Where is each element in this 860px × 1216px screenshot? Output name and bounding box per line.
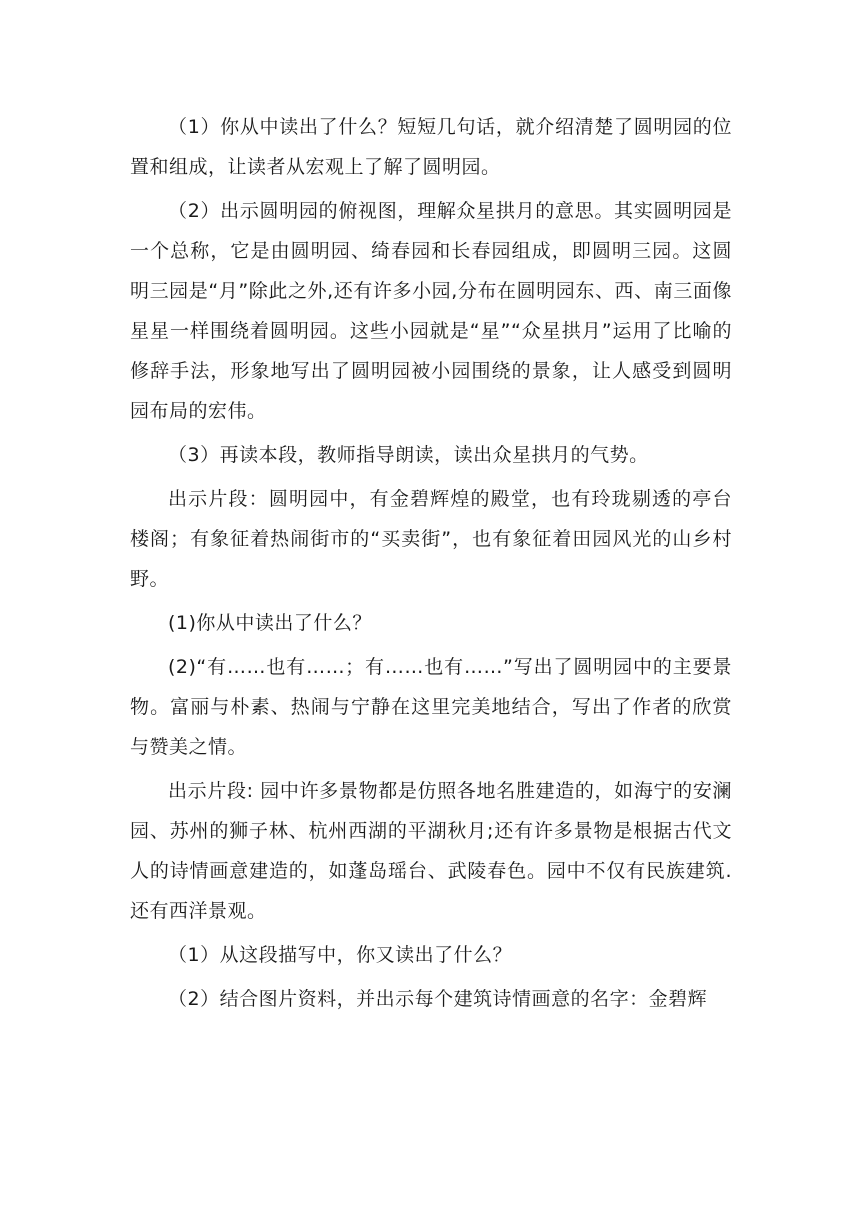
paragraph-excerpt-2-question-1: （1）从这段描写中，你又读出了什么？ — [168, 944, 513, 966]
paragraph-excerpt-2: 出示片段: 园中许多景物都是仿照各地名胜建造的，如海宁的安澜园、苏州的狮子林、杭州西湖的平湖秋月;还有许多景物是根据古代文人的诗情画意建造的，如蓬岛瑶台、武陵春色。园中不仅有民族建筑.还有西洋景观。 — [130, 780, 732, 922]
paragraph-question-1-position: （1）你从中读出了什么？短短几句话，就介绍清楚了圆明园的位置和组成，让读者从宏观上了解了圆明园。 — [130, 116, 732, 178]
paragraph-excerpt-1-question-2: (2)“有……也有……；有……也有……”写出了圆明园中的主要景物。富丽与朴素、热闹与宁静在这里完美地结合，写出了作者的欣赏与赞美之情。 — [130, 656, 732, 758]
paragraph-question-3-reading: （3）再读本段，教师指导朗读，读出众星拱月的气势。 — [168, 444, 649, 466]
paragraph-excerpt-2-question-2: （2）结合图片资料，并出示每个建筑诗情画意的名字：金碧辉 — [168, 988, 708, 1010]
paragraph-excerpt-1: 出示片段：圆明园中，有金碧辉煌的殿堂，也有玲珑剔透的亭台楼阁；有象征着热闹街市的“买卖街”，也有象征着田园风光的山乡村野。 — [130, 488, 732, 590]
document-page — [130, 107, 732, 1019]
paragraph-excerpt-1-question-1: (1)你从中读出了什么？ — [168, 612, 372, 634]
paragraph-question-2-overview: （2）出示圆明园的俯视图，理解众星拱月的意思。其实圆明园是一个总称，它是由圆明园、绮春园和长春园组成，即圆明三园。这圆明三园是“月”除此之外,还有许多小园,分布在圆明园东、西、南三面像星星一样围绕着圆明园。这些小园就是“星”“众星拱月”运用了比喻的修辞手法，形象地写出了圆明园被小园围绕的景象，让人感受到圆明园布局的宏伟。 — [130, 200, 732, 422]
